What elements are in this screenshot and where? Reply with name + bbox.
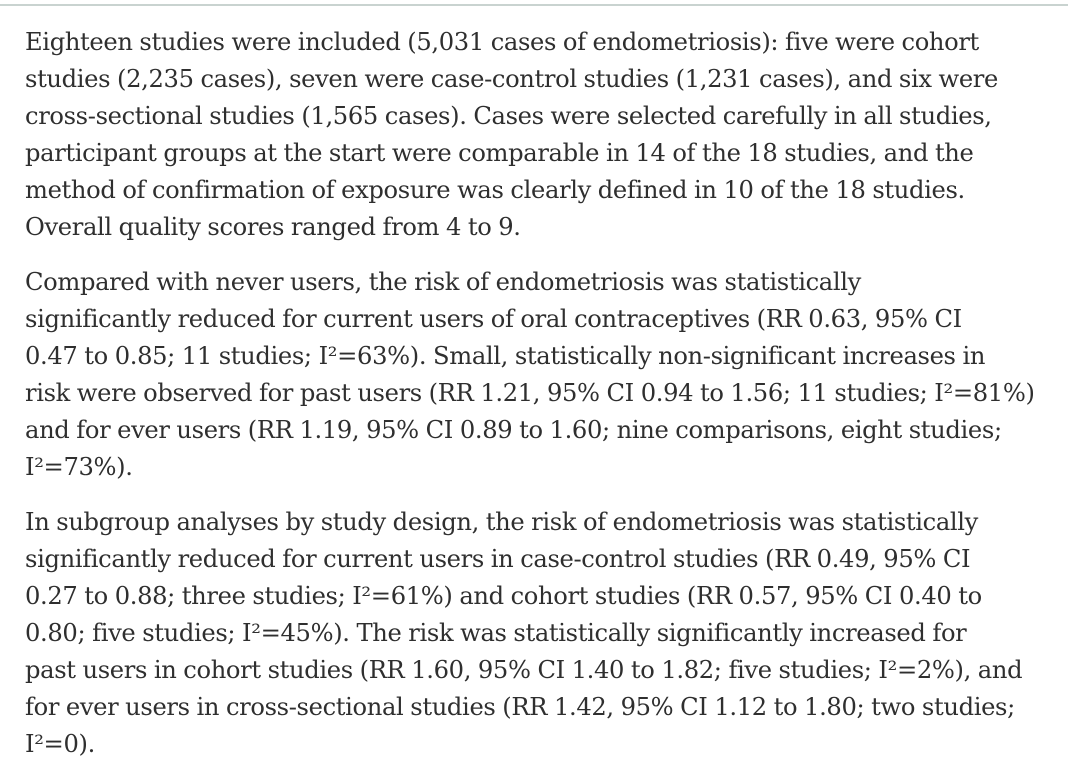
text-line: and for ever users (RR 1.19, 95% CI 0.89 to 1.60; nine comparisons, eight studies;	[25, 416, 1002, 444]
text-line: significantly reduced for current users of oral contraceptives (RR 0.63, 95% CI	[25, 305, 962, 333]
paragraph-study-characteristics	[25, 24, 1075, 246]
text-line: participant groups at the start were comparable in 14 of the 18 studies, and the	[25, 139, 974, 167]
text-line: studies (2,235 cases), seven were case-control studies (1,231 cases), and six were	[25, 65, 998, 93]
text-line: method of confirmation of exposure was clearly defined in 10 of the 18 studies.	[25, 176, 965, 204]
top-divider	[0, 4, 1068, 6]
text-line: past users in cohort studies (RR 1.60, 95% CI 1.40 to 1.82; five studies; I²=2%), and	[25, 656, 1023, 684]
text-line: I²=0).	[25, 730, 95, 758]
article-body	[25, 24, 1075, 763]
text-line: 0.27 to 0.88; three studies; I²=61%) and cohort studies (RR 0.57, 95% CI 0.40 to	[25, 582, 982, 610]
text-line: Overall quality scores ranged from 4 to 9.	[25, 213, 521, 241]
text-line: significantly reduced for current users in case-control studies (RR 0.49, 95% CI	[25, 545, 971, 573]
text-line: risk were observed for past users (RR 1.21, 95% CI 0.94 to 1.56; 11 studies; I²=81%)	[25, 379, 1035, 407]
text-line: 0.47 to 0.85; 11 studies; I²=63%). Small, statistically non-significant increases in	[25, 342, 986, 370]
text-line: 0.80; five studies; I²=45%). The risk was statistically significantly increased for	[25, 619, 967, 647]
text-line: cross-sectional studies (1,565 cases). Cases were selected carefully in all studies,	[25, 102, 992, 130]
text-line: Eighteen studies were included (5,031 cases of endometriosis): five were cohort	[25, 28, 979, 56]
paragraph-main-results	[25, 264, 1075, 486]
text-line: I²=73%).	[25, 453, 133, 481]
text-line: Compared with never users, the risk of endometriosis was statistically	[25, 268, 861, 296]
text-line: for ever users in cross-sectional studies (RR 1.42, 95% CI 1.12 to 1.80; two studies;	[25, 693, 1015, 721]
paragraph-subgroup-analyses	[25, 504, 1075, 763]
text-line: In subgroup analyses by study design, the risk of endometriosis was statistically	[25, 508, 978, 536]
